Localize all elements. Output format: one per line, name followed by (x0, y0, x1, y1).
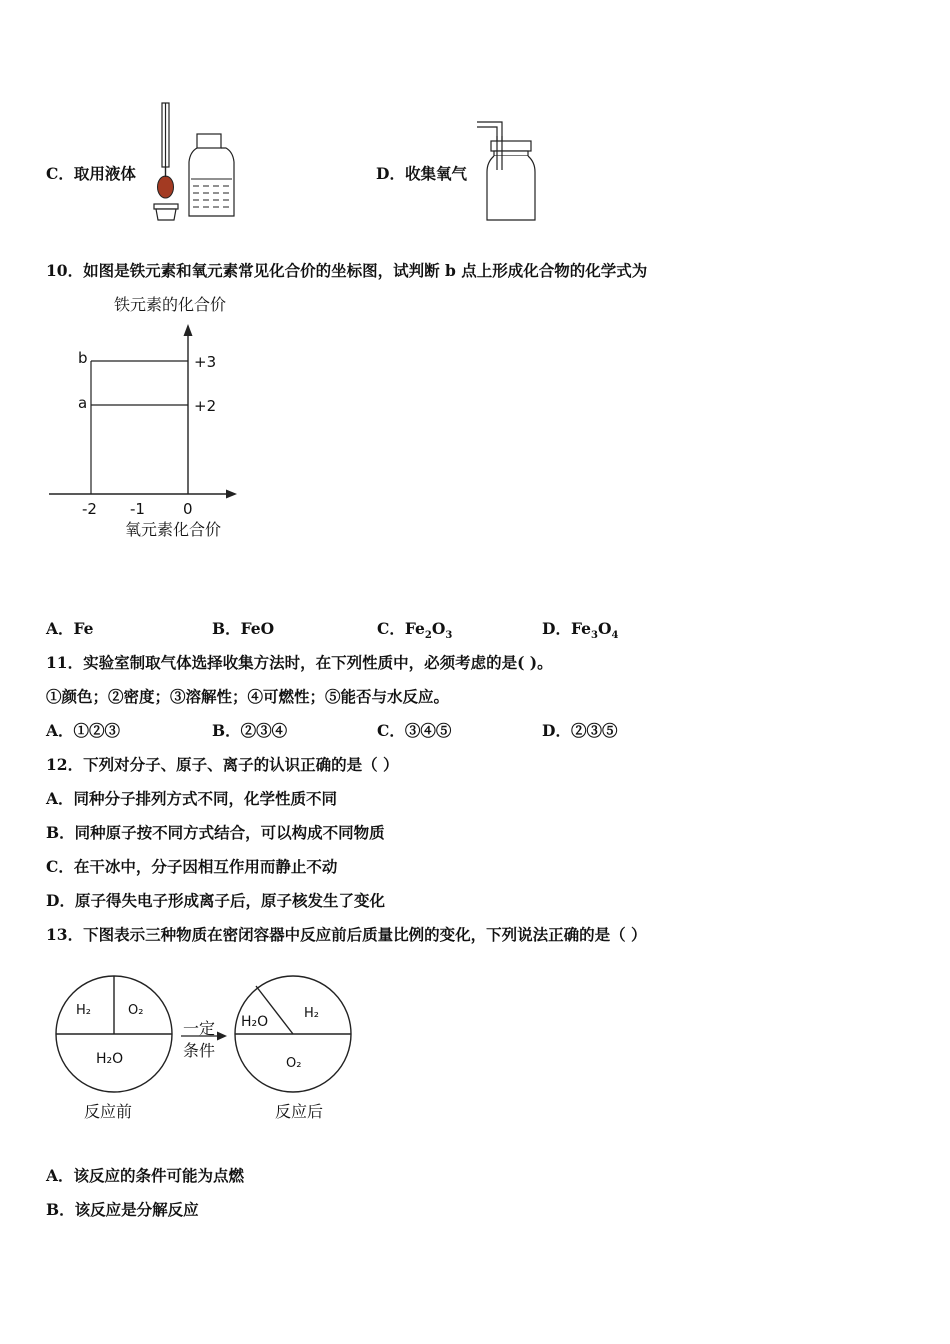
after-h2o-label: H₂O (241, 1014, 269, 1030)
x-axis-arrow-icon (226, 490, 237, 499)
point-b-label: b (78, 349, 88, 367)
q12-option-a: A．同种分子排列方式不同，化学性质不同 (46, 789, 338, 808)
x-axis-title: 氧元素化合价 (125, 520, 222, 539)
after-o2-label: O₂ (286, 1056, 302, 1071)
before-reaction-circle (56, 976, 172, 1092)
question-12-stem: 12．下列对分子、原子、离子的认识正确的是（ ） (46, 755, 399, 774)
q11-option-d: D．②③⑤ (542, 721, 618, 740)
reaction-arrow-head-icon (217, 1032, 227, 1041)
q11-option-c: C．③④⑤ (377, 721, 452, 740)
dropper-icon (162, 103, 169, 167)
reagent-bottle-icon (189, 134, 234, 216)
dropper-and-reagent-bottle-illustration (148, 100, 240, 224)
y-tick-plus2: +2 (194, 397, 217, 415)
q11-option-a: A．①②③ (46, 721, 121, 740)
question-11-properties: ①颜色；②密度；③溶解性；④可燃性；⑤能否与水反应。 (46, 687, 450, 706)
y-axis-arrow-icon (184, 324, 193, 336)
valence-coordinate-chart (40, 290, 250, 550)
q12-option-b: B．同种原子按不同方式结合，可以构成不同物质 (46, 823, 385, 842)
bottle-liquid-icon (191, 179, 232, 207)
q10-option-b: B．FeO (212, 619, 275, 638)
option-d-collect-oxygen: D．收集氧气 (376, 164, 467, 183)
q11-option-b: B．②③④ (212, 721, 288, 740)
bottle-stopper-icon (154, 204, 178, 220)
collection-bottle-icon (487, 141, 535, 220)
q10-option-d: D．$Fe_3O_4$ (542, 619, 619, 642)
after-h2-label: H₂ (304, 1006, 319, 1021)
question-11-stem: 11．实验室制取气体选择收集方法时，在下列性质中，必须考虑的是( )。 (46, 653, 553, 672)
before-h2o-label: H₂O (96, 1051, 124, 1067)
before-reaction-caption: 反应前 (84, 1102, 133, 1121)
arrow-condition-bottom: 条件 (183, 1041, 216, 1060)
before-h2-label: H₂ (76, 1003, 91, 1018)
gas-collection-bottle-illustration (474, 118, 544, 224)
q13-option-b: B．该反应是分解反应 (46, 1200, 199, 1219)
question-10-stem: 10．如图是铁元素和氧元素常见化合价的坐标图，试判断 b 点上形成化合物的化学式为 (46, 261, 648, 280)
dropper-bulb-icon (158, 176, 174, 198)
q12-option-c: C．在干冰中，分子因相互作用而静止不动 (46, 857, 338, 876)
y-tick-plus3: +3 (194, 353, 217, 371)
point-a-label: a (78, 394, 88, 412)
y-axis-title: 铁元素的化合价 (114, 295, 227, 314)
q10-option-a: A．Fe (46, 619, 94, 638)
question-13-stem: 13．下图表示三种物质在密闭容器中反应前后质量比例的变化，下列说法正确的是（ ） (46, 925, 647, 944)
q13-option-a: A．该反应的条件可能为点燃 (46, 1166, 245, 1185)
q12-option-d: D．原子得失电子形成离子后，原子核发生了变化 (46, 891, 385, 910)
after-reaction-caption: 反应后 (275, 1102, 324, 1121)
before-o2-label: O₂ (128, 1003, 144, 1018)
option-c-take-liquid: C．取用液体 (46, 164, 136, 183)
x-tick-minus2: -2 (82, 500, 97, 518)
q10-option-c: C．$Fe_2O_3$ (377, 619, 453, 642)
after-reaction-circle (235, 976, 351, 1092)
arrow-condition-top: 一定 (183, 1019, 216, 1038)
x-tick-minus1: -1 (130, 500, 145, 518)
x-tick-zero: 0 (183, 500, 193, 518)
